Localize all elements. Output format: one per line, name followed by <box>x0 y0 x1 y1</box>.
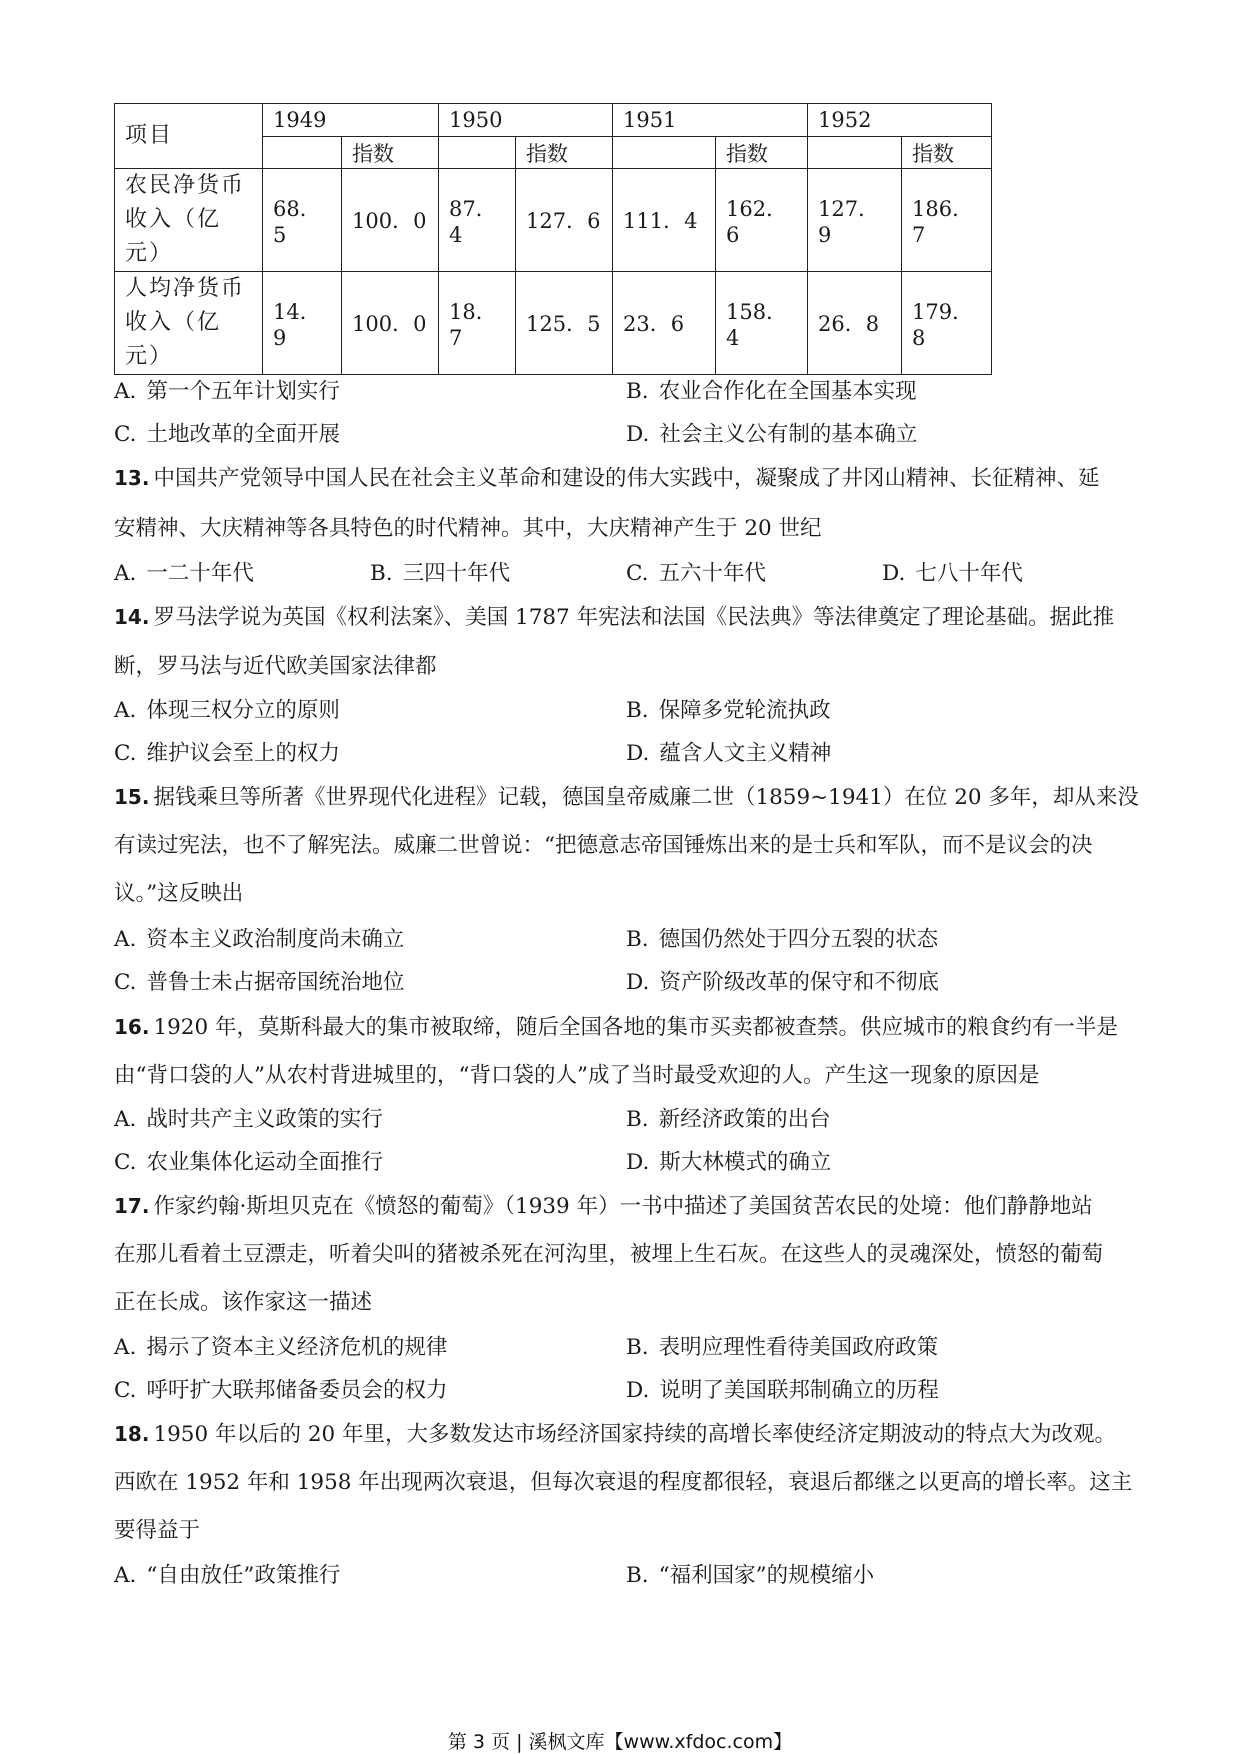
answer-option[interactable] <box>626 1105 831 1135</box>
question-text: 由“背口袋的人”从农村背进城里的，“背口袋的人”成了当时最受欢迎的人。产生这一现象的原因是 <box>114 1063 1040 1088</box>
question-15-line <box>114 782 1139 813</box>
answer-option[interactable] <box>114 1333 447 1363</box>
question-18-line <box>114 1419 1116 1450</box>
option-text: 一二十年代 <box>146 561 254 586</box>
question-text: 作家约翰·斯坦贝克在《愤怒的葡萄》（1939 年）一书中描述了美国贫苦农民的处境：他们静静地站 <box>153 1194 1093 1219</box>
question-18-line <box>114 1516 200 1546</box>
option-letter: C. <box>114 1378 137 1403</box>
option-letter: D. <box>626 970 650 995</box>
option-text: 保障多党轮流执政 <box>658 698 831 723</box>
question-number: 17. <box>114 1194 150 1218</box>
table-cell: 14．9 <box>263 272 342 375</box>
index-subheader: 指数 <box>342 137 439 169</box>
option-letter: C. <box>114 741 137 766</box>
option-text: 斯大林模式的确立 <box>659 1150 832 1175</box>
option-text: 社会主义公有制的基本确立 <box>659 422 918 447</box>
answer-option[interactable] <box>114 377 340 407</box>
question-17-line <box>114 1191 1093 1222</box>
table-cell: 127．6 <box>516 169 613 272</box>
question-text: 要得益于 <box>114 1518 201 1543</box>
table-cell: 179．8 <box>902 272 992 375</box>
table-row <box>115 272 992 375</box>
value-subheader <box>808 137 902 169</box>
option-text: 蕴含人文主义精神 <box>659 741 832 766</box>
answer-option[interactable] <box>114 696 340 726</box>
option-text: “福利国家”的规模缩小 <box>658 1563 875 1588</box>
answer-option[interactable] <box>114 559 254 589</box>
answer-option[interactable] <box>626 696 831 726</box>
row-label-line: 收入（亿元） <box>125 310 222 369</box>
answer-option[interactable] <box>626 1561 874 1591</box>
income-table <box>114 103 992 375</box>
row-label-line: 人均净货币 <box>125 276 246 301</box>
option-text: 揭示了资本主义经济危机的规律 <box>146 1335 448 1360</box>
page-footer: 第 3 页 | 溪枫文库【www.xfdoc.com】 <box>447 1731 793 1753</box>
option-letter: B. <box>626 379 649 404</box>
question-text: 议。”这反映出 <box>114 881 244 906</box>
option-letter: D. <box>882 561 906 586</box>
option-text: 农业集体化运动全面推行 <box>146 1150 384 1175</box>
answer-option[interactable] <box>626 1148 831 1178</box>
option-text: 土地改革的全面开展 <box>146 422 341 447</box>
value-subheader <box>613 137 716 169</box>
table-cell: 100．0 <box>342 272 439 375</box>
table-cell: 125．5 <box>516 272 613 375</box>
answer-option[interactable] <box>626 739 831 769</box>
option-letter: A. <box>114 927 137 952</box>
question-16-line <box>114 1012 1118 1043</box>
option-letter: B. <box>370 561 393 586</box>
question-number: 16. <box>114 1015 150 1039</box>
answer-option[interactable] <box>114 925 404 955</box>
option-letter: C. <box>114 422 137 447</box>
option-letter: C. <box>114 1150 137 1175</box>
question-text: 安精神、大庆精神等各具特色的时代精神。其中，大庆精神产生于 20 世纪 <box>114 516 822 541</box>
table-header-row <box>115 104 992 137</box>
row-label-line: 农民净货币 <box>125 173 246 198</box>
question-17-line <box>114 1240 1103 1270</box>
question-text: 在那儿看着土豆漂走，听着尖叫的猪被杀死在河沟里，被埋上生石灰。在这些人的灵魂深处，愤怒的葡萄 <box>114 1242 1104 1267</box>
option-letter: A. <box>114 561 137 586</box>
option-text: 德国仍然处于四分五裂的状态 <box>658 927 939 952</box>
answer-option[interactable] <box>626 559 766 589</box>
row-label <box>115 272 263 375</box>
option-text: 三四十年代 <box>402 561 511 586</box>
question-15-line <box>114 831 1093 861</box>
value-subheader <box>263 137 342 169</box>
option-letter: B. <box>626 927 649 952</box>
option-text: 农业合作化在全国基本实现 <box>658 379 917 404</box>
option-letter: D. <box>626 422 650 447</box>
value-subheader <box>439 137 516 169</box>
option-text: 七八十年代 <box>915 561 1023 586</box>
question-text: 1920 年，莫斯科最大的集市被取缔，随后全国各地的集市买卖都被查禁。供应城市的粮食约有一半是 <box>153 1015 1118 1040</box>
table-cell: 111．4 <box>613 169 716 272</box>
table-cell: 18．7 <box>439 272 516 375</box>
table-cell: 23．6 <box>613 272 716 375</box>
answer-option[interactable] <box>626 1376 939 1406</box>
index-subheader: 指数 <box>716 137 808 169</box>
option-text: “自由放任”政策推行 <box>146 1563 341 1588</box>
row-label <box>115 169 263 272</box>
option-letter: D. <box>626 1150 650 1175</box>
question-text: 正在长成。该作家这一描述 <box>114 1290 373 1315</box>
question-17-line <box>114 1288 372 1318</box>
question-14-line <box>114 652 437 682</box>
answer-option[interactable] <box>626 968 939 998</box>
year-1950: 1950 <box>439 104 613 137</box>
row-label-line: 收入（亿元） <box>125 207 222 266</box>
year-1952: 1952 <box>808 104 992 137</box>
question-14-line <box>114 602 1114 633</box>
year-1951: 1951 <box>613 104 808 137</box>
question-text: 罗马法学说为英国《权利法案》、美国 1787 年宪法和法国《民法典》等法律奠定了理论基础。据此推 <box>153 605 1115 630</box>
table-cell: 87．4 <box>439 169 516 272</box>
option-letter: B. <box>626 698 649 723</box>
option-letter: A. <box>114 698 137 723</box>
table-cell: 186．7 <box>902 169 992 272</box>
table-cell: 162．6 <box>716 169 808 272</box>
year-1949: 1949 <box>263 104 439 137</box>
question-text: 有读过宪法，也不了解宪法。威廉二世曾说：“把德意志帝国锤炼出来的是士兵和军队，而不是议会的决 <box>114 833 1093 858</box>
option-text: 维护议会至上的权力 <box>146 741 341 766</box>
option-letter: D. <box>626 741 650 766</box>
table-corner: 项目 <box>115 104 263 169</box>
option-letter: A. <box>114 379 137 404</box>
index-subheader: 指数 <box>902 137 992 169</box>
table-cell: 100．0 <box>342 169 439 272</box>
question-13-line <box>114 463 1099 494</box>
table-row <box>115 169 992 272</box>
answer-option[interactable] <box>114 1561 340 1591</box>
question-text: 1950 年以后的 20 年里，大多数发达市场经济国家持续的高增长率使经济定期波动的特点大为改观。 <box>153 1422 1117 1447</box>
option-text: 资产阶级改革的保守和不彻底 <box>659 970 939 995</box>
option-text: 体现三权分立的原则 <box>146 698 340 723</box>
answer-option[interactable] <box>626 1333 938 1363</box>
option-letter: A. <box>114 1335 137 1360</box>
option-text: 普鲁士未占据帝国统治地位 <box>146 970 405 995</box>
option-letter: B. <box>626 1335 649 1360</box>
question-text: 西欧在 1952 年和 1958 年出现两次衰退，但每次衰退的程度都很轻，衰退后都继之以更高的增长率。这主 <box>114 1470 1133 1495</box>
question-text: 中国共产党领导中国人民在社会主义革命和建设的伟大实践中，凝聚成了井冈山精神、长征精神、延 <box>153 466 1100 491</box>
answer-option[interactable] <box>114 1148 383 1178</box>
question-16-line <box>114 1061 1039 1091</box>
table-cell: 158．4 <box>716 272 808 375</box>
option-letter: A. <box>114 1563 137 1588</box>
answer-option[interactable] <box>626 925 938 955</box>
table-cell: 127．9 <box>808 169 902 272</box>
answer-option[interactable] <box>626 377 917 407</box>
question-number: 14. <box>114 605 150 629</box>
answer-option[interactable] <box>114 968 405 998</box>
option-text: 新经济政策的出台 <box>658 1107 831 1132</box>
index-subheader: 指数 <box>516 137 613 169</box>
option-text: 五六十年代 <box>658 561 767 586</box>
option-letter: B. <box>626 1107 649 1132</box>
answer-option[interactable] <box>882 559 1023 589</box>
table-cell: 68．5 <box>263 169 342 272</box>
option-text: 说明了美国联邦制确立的历程 <box>659 1378 939 1403</box>
question-number: 15. <box>114 785 150 809</box>
answer-option[interactable] <box>626 420 917 450</box>
option-letter: C. <box>114 970 137 995</box>
option-letter: B. <box>626 1563 649 1588</box>
answer-option[interactable] <box>114 1376 448 1406</box>
option-text: 呼吁扩大联邦储备委员会的权力 <box>146 1378 448 1403</box>
option-text: 战时共产主义政策的实行 <box>146 1107 383 1132</box>
question-text: 据钱乘旦等所著《世界现代化进程》记载，德国皇帝威廉二世（1859~1941）在位 20 多年，却从来没 <box>153 785 1139 810</box>
option-text: 第一个五年计划实行 <box>146 379 340 404</box>
answer-option[interactable] <box>370 559 510 589</box>
question-text: 断，罗马法与近代欧美国家法律都 <box>114 654 437 679</box>
answer-option[interactable] <box>114 420 340 450</box>
answer-option[interactable] <box>114 739 340 769</box>
option-letter: A. <box>114 1107 137 1132</box>
answer-option[interactable] <box>114 1105 383 1135</box>
option-text: 表明应理性看待美国政府政策 <box>658 1335 939 1360</box>
question-number: 18. <box>114 1422 150 1446</box>
option-letter: D. <box>626 1378 650 1403</box>
option-letter: C. <box>626 561 649 586</box>
question-number: 13. <box>114 466 150 490</box>
option-text: 资本主义政治制度尚未确立 <box>146 927 405 952</box>
table-cell: 26．8 <box>808 272 902 375</box>
question-15-line <box>114 879 243 909</box>
question-18-line <box>114 1468 1132 1498</box>
question-13-line <box>114 514 822 544</box>
